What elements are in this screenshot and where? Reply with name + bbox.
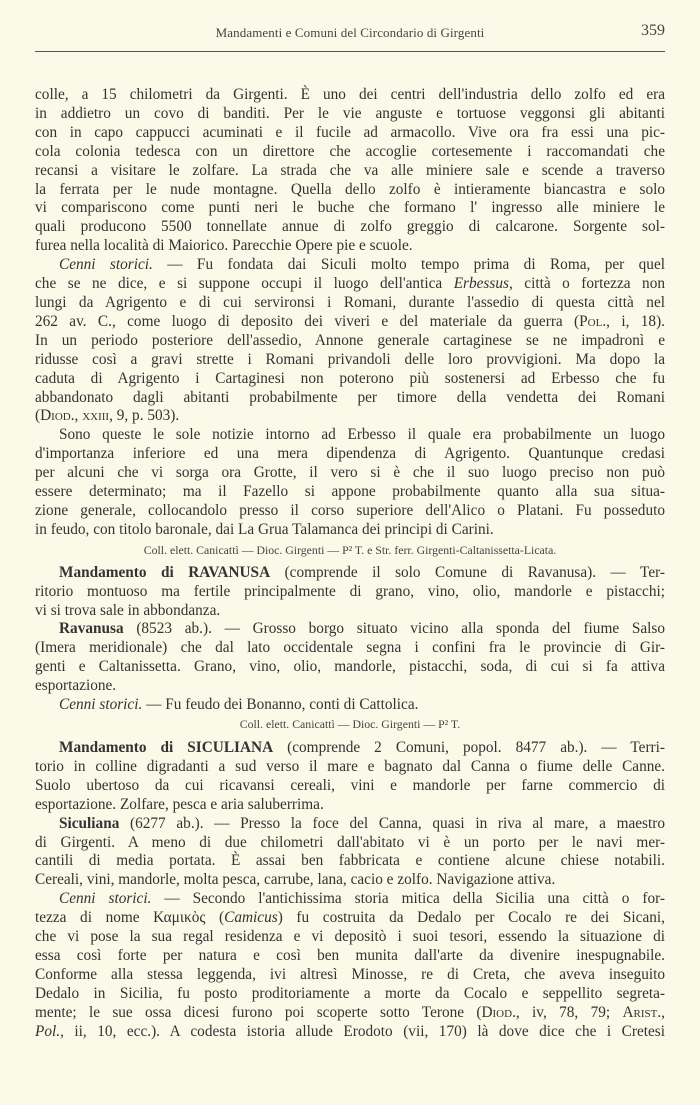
electoral-note: Coll. elett. Canicattì — Dioc. Girgenti — P² T. e Str. ferr. Girgenti-Caltanissetta-Licata. xyxy=(143,542,557,557)
text-line: esportazione. xyxy=(35,677,117,695)
text-line: abbandonato dagli abitanti probabilmente per timore della vendetta dei Romani xyxy=(35,388,665,406)
text-line: Cereali, vini, mandorle, molta pesca, carrube, lana, cacio e zolfo. Navigazione attiva. xyxy=(35,871,556,889)
citation-abbrev: Arist. xyxy=(622,1003,662,1021)
page-number: 359 xyxy=(641,22,665,39)
text-line: di Girgenti. A meno di due chilometri dall'abitato vi è un porto per le navi mer- xyxy=(35,833,665,851)
text-run: (comprende il solo Comune di Ravanusa). — Ter- xyxy=(270,563,665,581)
text-line: In un periodo posteriore dell'assedio, Annone generale cartaginese se ne impadronì e xyxy=(35,331,665,349)
running-header xyxy=(35,22,665,44)
text-line: vi compariscono come punti neri le buche che formano l' ingresso alle miniere le xyxy=(35,199,665,217)
text-line: furea nella località di Maiorico. Parecchie Opere pie e scuole. xyxy=(35,237,413,255)
entry-heading: Mandamento di SICULIANA xyxy=(59,739,274,756)
citation-abbrev: xxiii xyxy=(82,407,110,425)
text-line: essa così forte per natura e così ben munita dall'arte da divenire inespugnabile. xyxy=(35,946,665,964)
text-run: , xyxy=(661,1003,665,1021)
paragraph xyxy=(35,86,665,256)
text-run: , ii, 10, ecc.). A codesta istoria allude Erodoto (vii, 170) là dove dice che i Cretesi xyxy=(60,1022,665,1040)
text-line: ritorio montuoso ma fertile principalmente di grano, vino, olio, mandorle e pistacchi; xyxy=(35,582,665,600)
text-run: , xyxy=(74,407,83,425)
italic-text: Camicus xyxy=(224,909,278,927)
text-run: (6277 ab.). — Presso la foce del Canna, quasi in riva al mare, a maestro xyxy=(119,814,665,832)
text-line: Conforme alla stessa leggenda, ivi altresì Minosse, re di Creta, che aveva inseguito xyxy=(35,965,665,983)
text-run: mente; le sue ossa dicesi furono poi scoperte sotto Terone ( xyxy=(35,1003,482,1021)
text-line xyxy=(35,275,665,294)
text-run: ) fu costruita da Dedalo per Cocalo re dei Sicani, xyxy=(277,909,665,927)
citation-abbrev: Diod. xyxy=(481,1003,516,1021)
text-line: la ferrata per le nude montagne. Quella dello zolfo è intieramente biancastra e solo xyxy=(35,180,665,198)
page-body xyxy=(35,86,665,1042)
text-line xyxy=(35,909,665,928)
text-line: Suolo ubertoso da cui ricavansi cereali, vini e mandorle per farne commercio di xyxy=(35,776,665,794)
text-line: zione generale, collocandolo presso il corso superiore dell'Alico o Platani. Fu posseduto xyxy=(35,501,665,519)
paragraph xyxy=(35,564,665,621)
text-line: con in capo cappucci acuminati e il fucile ad armacollo. Vive ora fra essi una pic- xyxy=(35,123,665,141)
text-run: che se ne dice, e si suppone occupi il luogo dell'antica xyxy=(35,275,454,293)
text-run: , iv, 78, 79; xyxy=(515,1003,623,1021)
italic-text: Cenni storici. xyxy=(59,256,153,274)
italic-text: Pol. xyxy=(35,1022,61,1040)
text-line: torio in colline digradanti a sud verso il mare e bagnato dal Canna o fiume delle Canne. xyxy=(35,757,665,775)
text-line: quali producono 5500 tonnellate annue di zolfo greggio di calcarone. Sorgente sol- xyxy=(35,218,665,236)
text-line: ridusse così a gravi strette i Romani privandoli delle loro provvigioni. Ma dopo la xyxy=(35,350,665,368)
paragraph xyxy=(35,696,665,715)
text-line: lungi da Agrigento e di cui servironsi i Romani, durante l'assedio di questa città nel xyxy=(35,293,665,311)
italic-text: Erbessus xyxy=(453,275,509,293)
header-rule xyxy=(35,51,665,52)
text-line: colle, a 15 chilometri da Girgenti. È uno dei centri dell'industria dello zolfo ed era xyxy=(35,86,665,103)
text-run: (8523 ab.). — Grosso borgo situato vicino alla sponda del fiume Salso xyxy=(123,620,665,638)
text-run: — Fu fondata dai Siculi molto tempo prima di Roma, per quel xyxy=(152,256,665,274)
text-line: cola colonia tedesca con un direttore che accoglie cortesemente i raccomandati che xyxy=(35,142,665,160)
text-line: d'importanza inferiore ed una mera dipendenza di Agrigento. Quantunque credasi xyxy=(35,445,665,463)
paragraph xyxy=(35,620,665,696)
text-line: recansi a visitare le zolfare. La strada che va alle miniere sale e scende a traverso xyxy=(35,161,665,179)
electoral-note: Coll. elett. Canicattì — Dioc. Girgenti — P² T. xyxy=(239,717,461,731)
text-line: caduta di Agrigento i Cartaginesi non poterono più sostenersi ad Erbesso che fu xyxy=(35,369,665,387)
entry-heading: Siculiana xyxy=(59,814,120,832)
text-run: — Secondo l'antichissima storia mitica della Sicilia una città o for- xyxy=(151,890,665,908)
text-line xyxy=(35,1004,665,1023)
text-line xyxy=(35,564,665,583)
text-line xyxy=(35,620,665,639)
text-line: essere determinato; ma il Fazello si appone probabilmente quanto alla sua situa- xyxy=(35,483,665,501)
text-line: che vi pose la sua regal residenza e vi depositò i suoi tesori, essendo la situazione di xyxy=(35,928,665,946)
text-line: per alcuni che vi sorga ora Grotte, il vero si è che il suo luogo preciso non può xyxy=(35,464,665,482)
text-run: ( xyxy=(35,407,41,425)
entry-heading: Mandamento di RAVANUSA xyxy=(59,563,271,581)
text-line xyxy=(35,696,665,715)
italic-text: Cenni storici. xyxy=(59,890,152,908)
text-line: in addietro un covo di banditi. Per le vie anguste e tortuose veggonsi gli abitanti xyxy=(35,104,665,122)
text-line: Dedalo in Sicilia, fu posto proditoriamente a morte da Cocalo e seppellito segreta- xyxy=(35,984,665,1002)
text-line xyxy=(35,313,665,332)
text-line: Sono queste le sole notizie intorno ad Erbesso il quale era probabilmente un luogo xyxy=(59,426,665,444)
paragraph xyxy=(35,256,665,426)
citation-abbrev: Diod. xyxy=(40,407,75,425)
paragraph xyxy=(35,426,665,539)
text-line: in feudo, con titolo baronale, dai La Grua Talamanca dei principi di Carini. xyxy=(35,520,494,538)
text-line: (Imera meridionale) che dal lato occidentale segna i confini fra le provincie di Gir- xyxy=(35,639,665,657)
text-run: , 9, p. 503). xyxy=(109,407,180,425)
text-line xyxy=(35,890,665,909)
text-run: 262 av. C., come luogo di deposito dei viveri e del materiale da guerra ( xyxy=(35,312,580,330)
text-line xyxy=(35,256,665,275)
paragraph xyxy=(35,815,665,891)
paragraph xyxy=(35,739,665,815)
italic-text: Cenni storici. xyxy=(59,696,143,714)
text-run: , città o fortezza non xyxy=(508,275,665,293)
text-line: vi si trova sale in abbondanza. xyxy=(35,601,221,619)
running-title: Mandamenti e Comuni del Circondario di Girgenti xyxy=(215,25,485,40)
text-line: cantili di media portata. È assai ben fabbricata e contiene alcune chiese notabili. xyxy=(35,852,665,870)
text-line xyxy=(35,739,665,758)
text-line xyxy=(35,407,665,426)
text-line xyxy=(35,1023,665,1042)
citation-abbrev: Pol. xyxy=(579,312,607,330)
text-run: (comprende 2 Comuni, popol. 8477 ab.). — Terri- xyxy=(273,739,665,756)
text-run: — Fu feudo dei Bonanno, conti di Cattolica. xyxy=(142,696,419,714)
entry-heading: Ravanusa xyxy=(59,620,124,638)
text-line xyxy=(35,815,665,834)
text-run: tezza di nome Καμικὸς ( xyxy=(35,909,225,927)
text-line: esportazione. Zolfare, pesca e aria saluberrima. xyxy=(35,795,324,813)
text-run: , i, 18). xyxy=(606,312,665,330)
paragraph xyxy=(35,890,665,1041)
text-line: genti e Caltanissetta. Grano, vino, olio, mandorle, pistacchi, soda, di cui si fa attiva xyxy=(35,658,665,676)
